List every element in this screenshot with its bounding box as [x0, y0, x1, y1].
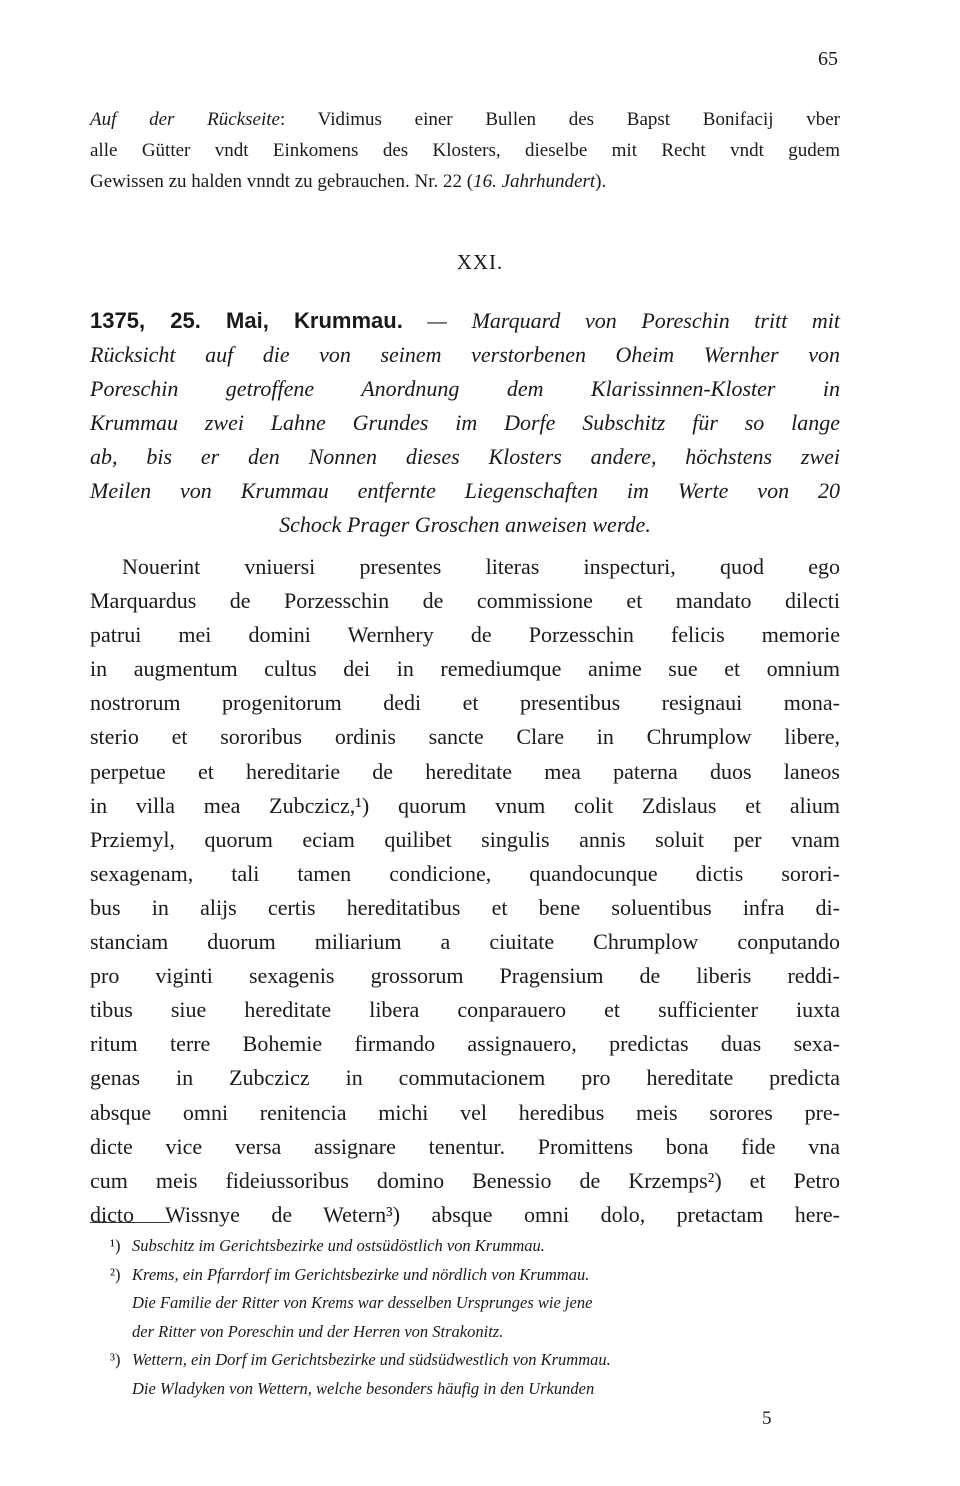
body-line: genas in Zubczicz in commutacionem pro hereditate predicta	[90, 1065, 840, 1091]
body-line: pro viginti sexagenis grossorum Pragensium de liberis reddi-	[90, 963, 840, 989]
footnote-2: ²) Krems, ein Pfarrdorf im Gerichtsbezirke und nördlich von Krummau.	[110, 1261, 840, 1290]
footnote-3-line: Die Wladyken von Wettern, welche besonders häufig in den Urkunden	[132, 1378, 595, 1398]
regest-line: Krummau zwei Lahne Grundes im Dorfe Subschitz für so lange	[90, 410, 840, 435]
verso-century: 16. Jahrhundert	[473, 171, 596, 192]
footnote-2-line: Die Familie der Ritter von Krems war desselben Ursprunges wie jene	[132, 1293, 593, 1312]
regest-line: Meilen von Krummau entfernte Liegenschaften im Werte von 20	[90, 478, 840, 503]
body-line: in villa mea Zubczicz,¹) quorum vnum colit Zdislaus et alium	[90, 792, 840, 818]
body-line: dicto Wissnye de Wetern³) absque omni dolo, pretactam here-	[90, 1201, 840, 1227]
body-line: stanciam duorum miliarium a ciuitate Chrumplow conputando	[90, 929, 840, 955]
regest-line: 1375, 25. Mai, Krummau. — Marquard von Poreschin tritt mit	[90, 308, 841, 333]
footnote-mark: ³)	[110, 1350, 121, 1369]
footnote-1: ¹) Subschitz im Gerichtsbezirke und ostsüdöstlich von Krummau.	[110, 1232, 840, 1261]
body-line: tibus siue hereditate libera conparauero et sufficienter iuxta	[90, 997, 840, 1023]
body-line: Marquardus de Porzesschin de commissione et mandato dilecti	[90, 588, 840, 614]
regest	[90, 304, 840, 542]
verso-label: Auf der Rückseite	[90, 109, 280, 130]
body-line: in augmentum cultus dei in remediumque anime sue et omnium	[90, 656, 840, 682]
body-line: patrui mei domini Wernhery de Porzesschin felicis memorie	[90, 622, 840, 648]
body-line: ritum terre Bohemie firmando assignauero, predictas duas sexa-	[90, 1031, 840, 1057]
verso-line: Auf der Rückseite: Vidimus einer Bullen des Bapst Bonifacij vber	[90, 109, 840, 130]
regest-line: ab, bis er den Nonnen dieses Klosters andere, höchstens zwei	[90, 444, 840, 469]
section-number: XXI.	[456, 250, 504, 274]
body-line: Nouerint vniuersi presentes literas inspecturi, quod ego	[122, 554, 840, 579]
body-line: nostrorum progenitorum dedi et presentibus resignaui mona-	[90, 690, 840, 716]
footnote-mark: ²)	[110, 1264, 121, 1284]
body-line: bus in alijs certis hereditatibus et bene soluentibus infra di-	[90, 894, 840, 920]
verso-line: alle Gütter vndt Einkomens des Klosters, dieselbe mit Recht vndt gudem	[90, 140, 840, 161]
footnote-3: ³) Wettern, ein Dorf im Gerichtsbezirke und südsüdwestlich von Krummau.	[110, 1346, 840, 1375]
footnote-2-line: der Ritter von Poreschin und der Herren von Strakonitz.	[132, 1321, 504, 1341]
regest-line: Rücksicht auf die von seinem verstorbenen Oheim Wernher von	[90, 342, 840, 367]
verso-note	[90, 104, 840, 197]
page-number: 65	[818, 48, 838, 70]
charter-text	[90, 550, 840, 1232]
footnotes	[110, 1232, 840, 1403]
body-line: perpetue et hereditarie de hereditate mea paterna duos laneos	[90, 758, 840, 784]
footnote-mark: ¹)	[110, 1236, 121, 1255]
footnote-divider	[90, 1222, 170, 1223]
body-line: Prziemyl, quorum eciam quilibet singulis annis soluit per vnam	[90, 826, 840, 852]
regest-line: Poreschin getroffene Anordnung dem Klarissinnen-Kloster in	[90, 376, 840, 401]
body-line: absque omni renitencia michi vel heredibus meis sorores pre-	[90, 1099, 840, 1125]
signature-mark: 5	[762, 1408, 772, 1429]
body-line: dicte vice versa assignare tenentur. Promittens bona fide vna	[90, 1133, 840, 1159]
body-line: sexagenam, tali tamen condicione, quandocunque dictis sorori-	[90, 860, 840, 886]
regest-line: Schock Prager Groschen anweisen werde.	[279, 512, 651, 537]
regest-heading: 1375, 25. Mai, Krummau.	[90, 308, 403, 333]
verso-line: Gewissen zu halden vnndt zu gebrauchen. Nr. 22 (16. Jahrhundert).	[90, 171, 607, 192]
body-line: cum meis fideiussoribus domino Benessio de Krzemps²) et Petro	[90, 1167, 840, 1193]
body-line: sterio et sororibus ordinis sancte Clare in Chrumplow libere,	[90, 724, 840, 750]
